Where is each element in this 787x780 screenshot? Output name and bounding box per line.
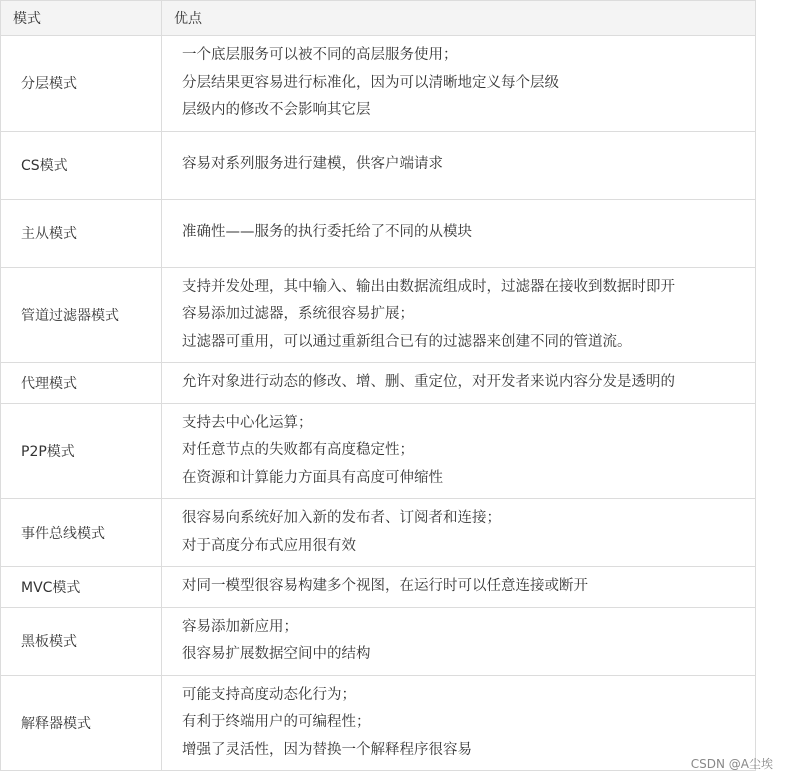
advantage-line: 在资源和计算能力方面具有高度可伸缩性 [182, 469, 443, 486]
table-row [1, 36, 756, 132]
advantage-line: 对于高度分布式应用很有效 [182, 537, 356, 554]
mode-cell: P2P模式 [1, 403, 162, 499]
advantage-line: 对同一模型很容易构建多个视图，在运行时可以任意连接或断开 [182, 578, 588, 594]
table-row [1, 499, 756, 567]
advantage-line: 容易添加新应用； [182, 618, 298, 635]
advantage-line: 容易添加过滤器，系统很容易扩展； [182, 306, 414, 322]
table-row [1, 267, 756, 363]
mode-cell: 黑板模式 [1, 607, 162, 675]
mode-cell: 主从模式 [1, 199, 162, 267]
table-row [1, 403, 756, 499]
advantage-line: 对任意节点的失败都有高度稳定性； [182, 442, 414, 458]
advantage-line: 增强了灵活性，因为替换一个解释程序很容易 [182, 741, 472, 758]
advantage-line: 过滤器可重用，可以通过重新组合已有的过滤器来创建不同的管道流。 [182, 333, 632, 350]
mode-cell: CS模式 [1, 131, 162, 199]
mode-cell: 事件总线模式 [1, 499, 162, 567]
table-row [1, 567, 756, 608]
mode-cell: 代理模式 [1, 363, 162, 404]
table-body [1, 36, 756, 771]
table-row [1, 199, 756, 267]
mode-cell: MVC模式 [1, 567, 162, 608]
advantage-line: 支持并发处理，其中输入、输出由数据流组成时，过滤器在接收到数据时即开 [182, 278, 675, 295]
advantages-cell [162, 131, 756, 199]
advantages-cell [162, 199, 756, 267]
table-row [1, 131, 756, 199]
advantage-line: 一个底层服务可以被不同的高层服务使用； [182, 47, 458, 63]
advantage-line: 可能支持高度动态化行为； [182, 686, 356, 703]
advantage-line: 分层结果更容易进行标准化，因为可以清晰地定义每个层级 [182, 74, 559, 91]
advantage-line: 准确性——服务的执行委托给了不同的从模块 [182, 224, 472, 241]
mode-cell: 管道过滤器模式 [1, 267, 162, 363]
advantage-line: 很容易扩展数据空间中的结构 [182, 646, 371, 662]
header-advantages: 优点 [162, 1, 756, 36]
advantage-line: 容易对系列服务进行建模，供客户端请求 [182, 156, 443, 173]
advantage-line: 允许对象进行动态的修改、增、删、重定位，对开发者来说内容分发是透明的 [182, 374, 675, 390]
mode-cell: 分层模式 [1, 36, 162, 132]
advantages-cell [162, 363, 756, 404]
watermark: CSDN @A尘埃 [690, 757, 773, 771]
table-row [1, 607, 756, 675]
advantage-line: 很容易向系统好加入新的发布者、订阅者和连接； [182, 510, 501, 526]
mode-cell: 解释器模式 [1, 675, 162, 771]
table-row [1, 363, 756, 404]
advantages-cell [162, 403, 756, 499]
advantages-cell [162, 607, 756, 675]
header-mode: 模式 [1, 1, 162, 36]
advantages-cell [162, 499, 756, 567]
advantage-line: 有利于终端用户的可编程性； [182, 714, 371, 730]
advantage-line: 层级内的修改不会影响其它层 [182, 102, 371, 118]
advantages-cell [162, 267, 756, 363]
table-row [1, 675, 756, 771]
advantage-line: 支持去中心化运算； [182, 414, 313, 431]
table-header-row [1, 1, 756, 36]
advantages-cell [162, 567, 756, 608]
advantages-cell [162, 36, 756, 132]
advantages-cell [162, 675, 756, 771]
